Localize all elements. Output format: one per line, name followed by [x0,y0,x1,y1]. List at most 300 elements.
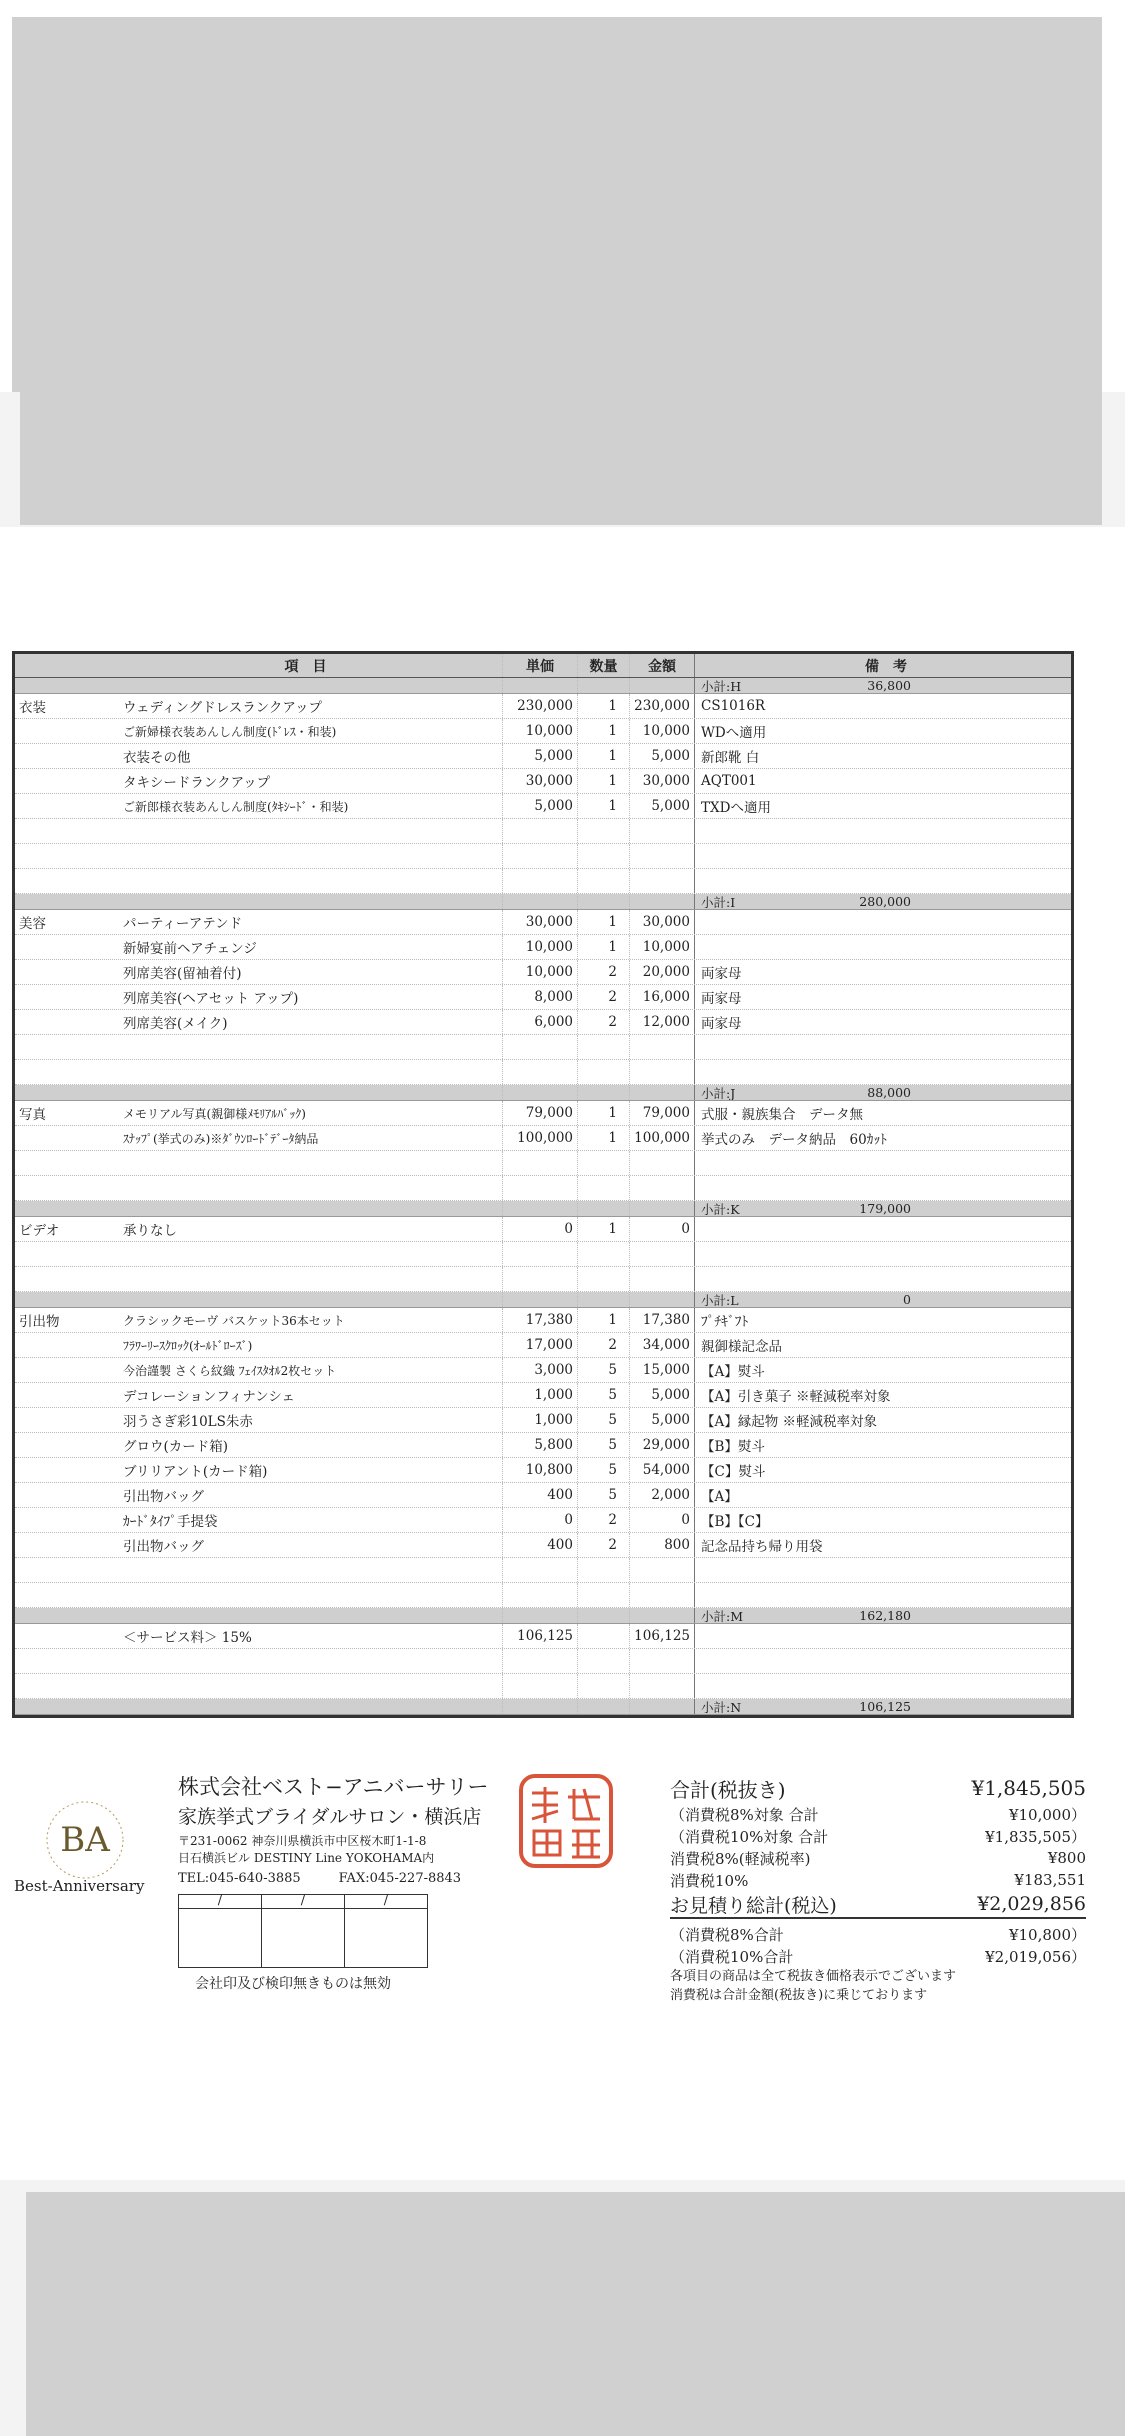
subtotal-spacer [502,1292,577,1307]
table-row [15,1358,1071,1383]
row-amount [629,1649,694,1673]
footnote: 各項目の商品は全て税抜き価格表示でございます [670,1969,957,1984]
row-note: 【A】縁起物 ※軽減税率対象 [694,1408,1071,1432]
row-qty: 1 [577,1217,629,1241]
row-amount: 30,000 [629,910,694,934]
subtotal-spacer [629,1699,694,1714]
blank-row [15,1267,1071,1292]
blank-row [15,1151,1071,1176]
row-note: AQT001 [694,769,1071,793]
row-qty [577,1624,629,1648]
row-qty: 1 [577,794,629,818]
row-amount: 800 [629,1533,694,1557]
row-qty [577,1649,629,1673]
subtotal-label: 小計:L [701,1292,739,1307]
subtotal-spacer [502,1085,577,1100]
row-note: 新郎靴 白 [694,744,1071,768]
row-item: 引出物バッグ [123,1539,204,1555]
blank-row [15,844,1071,869]
row-price: 10,000 [502,719,577,743]
blank-row [15,1242,1071,1267]
row-qty [577,1151,629,1175]
row-price: 30,000 [502,910,577,934]
blank-row [15,1035,1071,1060]
total-value: ¥800 [1047,1849,1086,1867]
row-qty: 1 [577,910,629,934]
row-amount [629,1242,694,1266]
subtotal-label: 小計:I [701,894,736,909]
row-item: ﾌﾗﾜｰﾘｰｽｸﾛｯｸ(ｵｰﾙﾄﾞﾛｰｽﾞ) [123,1338,253,1353]
row-item: デコレーションフィナンシェ [123,1389,296,1405]
row-qty: 5 [577,1458,629,1482]
subtotal-spacer [577,1699,629,1714]
table-row [15,719,1071,744]
row-category: 引出物 [19,1314,60,1330]
total-label: （消費税10%合計 [670,1947,794,1966]
row-note: 【C】熨斗 [694,1458,1071,1482]
subtotal-label: 小計:J [701,1085,736,1100]
row-amount: 0 [629,1217,694,1241]
row-amount: 10,000 [629,719,694,743]
stamp-box [345,1895,427,1967]
row-item: 承りなし [123,1223,177,1239]
estimate-table [12,651,1074,1718]
subtotal-cell [694,1292,1071,1307]
row-qty [577,1176,629,1200]
total-value: ¥2,019,056） [985,1947,1086,1966]
total-row [670,1923,1086,1945]
row-note [694,935,1071,959]
table-row [15,1624,1071,1649]
row-price [502,819,577,843]
table-row [15,1408,1071,1433]
subtotal-value: 162,180 [859,1608,911,1623]
row-note: 両家母 [694,985,1071,1009]
total-row [670,1891,1086,1919]
subtotal-row [15,1292,1071,1308]
row-amount: 5,000 [629,744,694,768]
row-note: 挙式のみ データ納品 60ｶｯﾄ [694,1126,1071,1150]
total-label: 消費税10% [670,1871,749,1890]
row-item: 新婦宴前ヘアチェンジ [123,941,257,957]
row-qty: 1 [577,1126,629,1150]
subtotal-row [15,678,1071,694]
row-note: 両家母 [694,960,1071,984]
company-seal-icon [518,1773,614,1869]
row-note [694,1267,1071,1291]
row-note [694,1151,1071,1175]
row-amount: 17,380 [629,1308,694,1332]
row-note: 親御様記念品 [694,1333,1071,1357]
table-header [15,654,1071,678]
row-qty: 1 [577,1308,629,1332]
row-price [502,1558,577,1582]
row-qty [577,1267,629,1291]
subtotal-spacer [502,678,577,693]
row-qty: 1 [577,935,629,959]
row-item: ウェディングドレスランクアップ [123,700,322,716]
row-note: WDへ適用 [694,719,1071,743]
row-note: 式服・親族集合 データ無 [694,1101,1071,1125]
subtotal-spacer [629,1608,694,1623]
row-qty: 1 [577,694,629,718]
total-value: ¥2,029,856 [977,1893,1086,1915]
row-price: 400 [502,1483,577,1507]
subtotal-cell [694,1085,1071,1100]
subtotal-spacer [629,1292,694,1307]
row-amount [629,1558,694,1582]
header-qty: 数量 [577,654,629,677]
row-qty [577,1583,629,1607]
row-category: 衣装 [19,700,46,716]
subtotal-row [15,1608,1071,1624]
row-amount: 5,000 [629,1383,694,1407]
subtotal-cell [694,1201,1071,1216]
total-row [670,1869,1086,1891]
table-row [15,1533,1071,1558]
row-price: 17,000 [502,1333,577,1357]
total-label: お見積り総計(税込) [670,1894,837,1917]
row-note [694,1558,1071,1582]
table-body [15,678,1071,1715]
final-subtotal-label: 小計:N [701,1699,742,1714]
table-row [15,910,1071,935]
row-item: 列席美容(ヘアセット アップ) [123,991,299,1007]
table-row [15,1126,1071,1151]
subtotal-spacer [629,894,694,909]
subtotal-row [15,1201,1071,1217]
blank-row [15,1649,1071,1674]
table-row [15,744,1071,769]
table-row [15,935,1071,960]
row-amount: 106,125 [629,1624,694,1648]
subtotal-cell [694,1608,1071,1623]
row-price: 10,000 [502,960,577,984]
row-note: TXDへ適用 [694,794,1071,818]
header-note: 備 考 [694,654,1071,677]
subtotal-spacer [577,894,629,909]
row-qty [577,1558,629,1582]
row-amount: 79,000 [629,1101,694,1125]
subtotal-spacer [502,1608,577,1623]
row-item: メモリアル写真(親御様ﾒﾓﾘｱﾙﾊﾞｯｸ) [123,1106,306,1121]
row-qty [577,1035,629,1059]
subtotal-spacer [577,1292,629,1307]
row-amount: 34,000 [629,1333,694,1357]
row-note [694,844,1071,868]
row-price [502,1267,577,1291]
approval-stamp-boxes [178,1894,428,1968]
subtotal-spacer [502,894,577,909]
stamp-slash: / [300,1893,306,1908]
row-qty: 5 [577,1408,629,1432]
row-qty: 5 [577,1383,629,1407]
row-item: 列席美容(留袖着付) [123,966,242,982]
row-price: 0 [502,1508,577,1532]
subtotal-value: 88,000 [867,1085,911,1100]
blank-row [15,819,1071,844]
row-item: 列席美容(メイク) [123,1016,228,1032]
row-price [502,1649,577,1673]
row-amount [629,1583,694,1607]
row-item: 衣装その他 [123,750,191,766]
row-item: グロウ(カード箱) [123,1439,229,1455]
row-qty [577,1242,629,1266]
subtotal-spacer [577,678,629,693]
row-qty: 2 [577,1333,629,1357]
total-row [670,1945,1086,1967]
row-amount [629,1267,694,1291]
row-item: パーティーアテンド [123,916,243,932]
row-amount [629,1035,694,1059]
total-value: ¥183,551 [1014,1871,1086,1889]
company-name: 株式会社ベスト−アニバーサリー [178,1775,489,1799]
row-note [694,819,1071,843]
row-price: 5,800 [502,1433,577,1457]
subtotal-row [15,1085,1071,1101]
row-price: 10,800 [502,1458,577,1482]
tel-number: TEL:045-640-3885 [178,1871,301,1886]
stamp-slash: / [383,1893,389,1908]
total-row [670,1847,1086,1869]
row-price: 5,000 [502,794,577,818]
row-item: クラシックモーヴ バスケット36本セット [123,1313,345,1328]
row-item: タキシードランクアップ [123,775,271,791]
subtotal-value: 0 [903,1292,911,1307]
row-amount [629,1176,694,1200]
row-qty: 1 [577,1101,629,1125]
subtotal-spacer [629,678,694,693]
row-amount [629,1151,694,1175]
row-item: 引出物バッグ [123,1489,204,1505]
table-row [15,1217,1071,1242]
row-note: 【B】熨斗 [694,1433,1071,1457]
total-value: ¥1,835,505） [985,1827,1086,1846]
table-row [15,960,1071,985]
row-price: 30,000 [502,769,577,793]
row-note [694,1035,1071,1059]
row-amount [629,1060,694,1084]
row-note [694,1674,1071,1698]
totals-block [670,1773,1086,2005]
row-qty [577,869,629,893]
row-note [694,1583,1071,1607]
blank-row [15,1060,1071,1085]
row-note: 両家母 [694,1010,1071,1034]
row-price: 100,000 [502,1126,577,1150]
row-price: 6,000 [502,1010,577,1034]
subtotal-cell [694,678,1071,693]
row-note [694,1649,1071,1673]
stamp-slash: / [217,1893,223,1908]
row-price: 0 [502,1217,577,1241]
row-price: 106,125 [502,1624,577,1648]
company-address: 〒231-0062 神奈川県横浜市中区桜木町1-1-8 [178,1834,427,1848]
row-item: ブリリアント(カード箱) [123,1464,268,1480]
row-qty: 5 [577,1358,629,1382]
subtotal-value: 179,000 [859,1201,911,1216]
row-note [694,910,1071,934]
row-amount: 2,000 [629,1483,694,1507]
row-qty: 2 [577,1010,629,1034]
redacted-strip-bottom-inner [26,2192,1125,2436]
row-price [502,1176,577,1200]
table-row [15,1383,1071,1408]
row-amount: 20,000 [629,960,694,984]
row-price [502,1242,577,1266]
row-qty: 5 [577,1483,629,1507]
row-amount: 16,000 [629,985,694,1009]
subtotal-value: 36,800 [867,678,911,693]
row-amount: 54,000 [629,1458,694,1482]
final-subtotal-row [15,1699,1071,1715]
table-row [15,694,1071,719]
blank-row [15,869,1071,894]
table-row [15,985,1071,1010]
row-qty: 2 [577,1508,629,1532]
row-price: 1,000 [502,1408,577,1432]
row-qty [577,1674,629,1698]
stamp-note: 会社印及び検印無きものは無効 [195,1976,391,1992]
subtotal-label: 小計:M [701,1608,744,1623]
row-category: 美容 [19,916,46,932]
total-label: （消費税10%対象 合計 [670,1827,829,1846]
subtotal-spacer [629,1085,694,1100]
row-price: 17,380 [502,1308,577,1332]
row-qty: 2 [577,960,629,984]
total-row [670,1773,1086,1803]
contact-line [178,1871,461,1886]
row-price [502,1151,577,1175]
total-value: ¥1,845,505 [971,1776,1086,1800]
row-amount: 12,000 [629,1010,694,1034]
company-block [178,1771,489,1866]
row-item: 羽うさぎ彩10LS朱赤 [123,1414,253,1430]
row-note: 記念品持ち帰り用袋 [694,1533,1071,1557]
subtotal-spacer [502,1201,577,1216]
row-price: 230,000 [502,694,577,718]
company-building: 日石横浜ビル DESTINY Line YOKOHAMA内 [178,1851,435,1865]
total-label: 消費税8%(軽減税率) [670,1849,811,1868]
header-item: 項 目 [284,658,327,675]
blank-row [15,1176,1071,1201]
row-amount: 100,000 [629,1126,694,1150]
row-price [502,869,577,893]
total-row [670,1803,1086,1825]
redacted-strip-bottom [0,2180,1125,2436]
subtotal-row [15,894,1071,910]
table-row [15,1010,1071,1035]
table-row [15,1508,1071,1533]
row-amount: 5,000 [629,1408,694,1432]
row-note: 【A】熨斗 [694,1358,1071,1382]
subtotal-spacer [629,1201,694,1216]
subtotal-spacer [577,1608,629,1623]
fax-number: FAX:045-227-8843 [338,1871,462,1886]
total-value: ¥10,800） [1008,1925,1086,1944]
row-note: CS1016R [694,694,1071,718]
row-note: ﾌﾟﾁｷﾞﾌﾄ [694,1308,1071,1332]
total-label: （消費税8%合計 [670,1925,784,1944]
row-price: 79,000 [502,1101,577,1125]
final-subtotal-value: 106,125 [859,1699,911,1714]
row-amount: 15,000 [629,1358,694,1382]
row-amount: 10,000 [629,935,694,959]
row-note [694,1624,1071,1648]
row-price: 8,000 [502,985,577,1009]
row-qty: 2 [577,1533,629,1557]
row-qty [577,844,629,868]
header-price: 単価 [502,654,577,677]
row-item: ご新郎様衣装あんしん制度(ﾀｷｼｰﾄﾞ・和装) [123,799,349,814]
row-note [694,1176,1071,1200]
row-note [694,1217,1071,1241]
table-row [15,1101,1071,1126]
row-category: 写真 [19,1107,46,1123]
row-note [694,1060,1071,1084]
row-item: ｶｰﾄﾞﾀｲﾌﾟ手提袋 [123,1514,218,1530]
blank-row [15,1674,1071,1699]
blank-row [15,1583,1071,1608]
redacted-region-top [12,17,1102,392]
row-price: 1,000 [502,1383,577,1407]
row-amount [629,844,694,868]
row-price [502,844,577,868]
table-row [15,1458,1071,1483]
row-note: 【B】【C】 [694,1508,1071,1532]
row-price: 10,000 [502,935,577,959]
footnote: 消費税は合計金額(税抜き)に乗じております [670,1988,928,2003]
subtotal-cell [694,894,1071,909]
table-row [15,794,1071,819]
row-price: 400 [502,1533,577,1557]
row-note [694,869,1071,893]
header-amount: 金額 [629,654,694,677]
row-amount [629,1674,694,1698]
stamp-box [179,1895,262,1967]
table-row [15,769,1071,794]
table-row [15,1333,1071,1358]
blank-row [15,1558,1071,1583]
row-qty: 5 [577,1433,629,1457]
store-name: 家族挙式ブライダルサロン・横浜店 [178,1806,482,1828]
row-amount: 29,000 [629,1433,694,1457]
row-price [502,1035,577,1059]
row-qty [577,819,629,843]
total-label: （消費税8%対象 合計 [670,1805,819,1824]
table-row [15,1433,1071,1458]
table-row [15,1308,1071,1333]
total-label: 合計(税抜き) [670,1777,786,1802]
row-qty [577,1060,629,1084]
row-price [502,1060,577,1084]
row-qty: 1 [577,769,629,793]
subtotal-label: 小計:H [701,678,742,693]
subtotal-spacer [502,1699,577,1714]
row-price: 3,000 [502,1358,577,1382]
row-qty: 1 [577,719,629,743]
row-note [694,1242,1071,1266]
row-qty: 1 [577,744,629,768]
footer [0,1765,1125,2065]
row-amount [629,869,694,893]
row-amount: 230,000 [629,694,694,718]
total-row [670,1825,1086,1847]
total-value: ¥10,000） [1008,1805,1086,1824]
row-amount [629,819,694,843]
subtotal-spacer [577,1201,629,1216]
row-item: ｽﾅｯﾌﾟ(挙式のみ)※ﾀﾞｳﾝﾛｰﾄﾞﾃﾞｰﾀ納品 [123,1131,319,1146]
